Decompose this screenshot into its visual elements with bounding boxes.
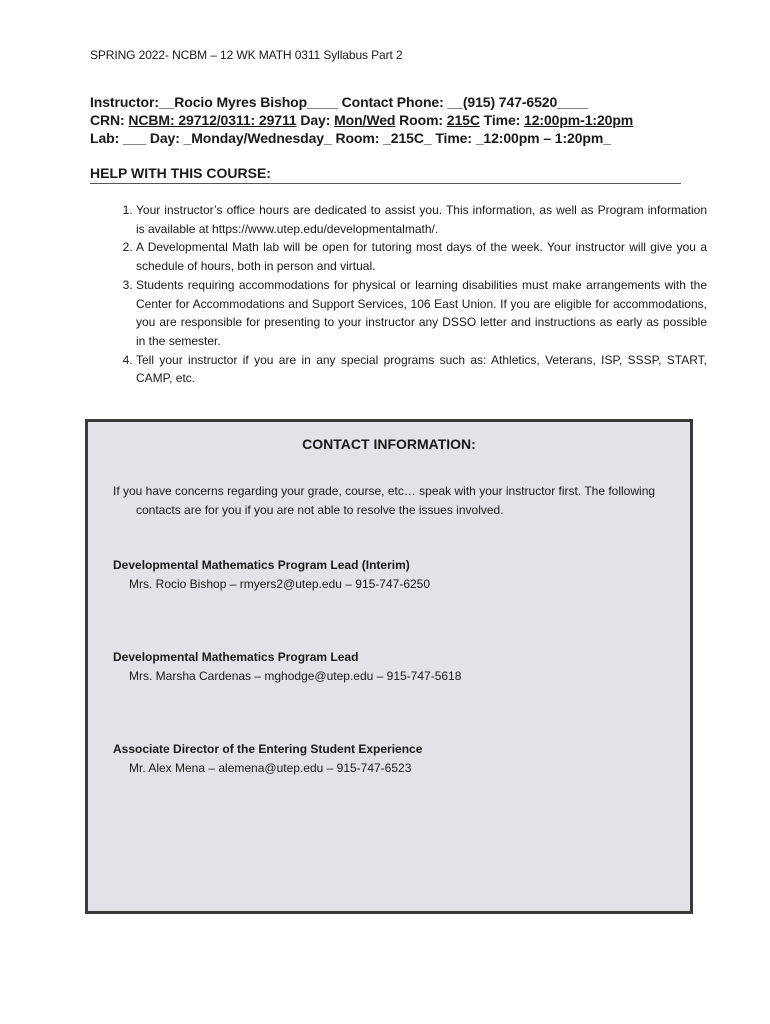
contact-details: Mrs. Rocio Bishop – rmyers2@utep.edu – 915-747-6250 — [129, 577, 431, 591]
contact-details: Mrs. Marsha Cardenas – mghodge@utep.edu – 915-747-5618 — [129, 669, 462, 683]
lab-room-value: _215C_ — [383, 130, 432, 146]
contact-info-box — [85, 419, 693, 914]
contact-entry — [113, 648, 678, 686]
help-list-item: 3. Students requiring accommodations for physical or learning disabilities must make arrangements with the Center for Accommodations and Support Services, 106 East Union. If you are eligible for accommodations, you are responsible for presenting to your instructor any DSSO letter and instructions as early as possible in the semester. — [136, 276, 707, 351]
lab-day-value: _Monday/Wednesday_ — [183, 130, 332, 146]
contact-box-title: CONTACT INFORMATION: — [302, 436, 476, 452]
help-list-item: 2. A Developmental Math lab will be open for tutoring most days of the week. Your instructor will give you a schedule of hours, both in person and virtual. — [136, 238, 707, 275]
contact-entry — [113, 556, 678, 594]
course-info-block — [90, 93, 690, 147]
room-value: 215C — [446, 112, 480, 128]
lab-room-label: Room: — [335, 130, 380, 146]
instructor-value: __Rocio Myres Bishop____ — [158, 94, 338, 110]
contact-details: Mr. Alex Mena – alemena@utep.edu – 915-747-6523 — [129, 761, 412, 775]
lab-day-label: Day: — [149, 130, 180, 146]
lab-value: ___ — [122, 130, 147, 146]
lab-label: Lab: — [90, 130, 120, 146]
document-header: SPRING 2022- NCBM – 12 WK MATH 0311 Syllabus Part 2 — [90, 48, 403, 62]
crn-label: CRN: — [90, 112, 125, 128]
contact-intro-text: If you have concerns regarding your grade, course, etc… speak with your instructor first. The following contacts are for you if you are not able to resolve the issues involved. — [113, 484, 656, 517]
phone-value: __(915) 747-6520____ — [447, 94, 588, 110]
day-label: Day: — [300, 112, 331, 128]
day-value: Mon/Wed — [334, 112, 396, 128]
room-label: Room: — [399, 112, 443, 128]
phone-label: Contact Phone: — [341, 94, 444, 110]
contact-role: Developmental Mathematics Program Lead (Interim) — [113, 558, 410, 572]
crn-value: NCBM: 29712/0311: 29711 — [128, 112, 297, 128]
help-list — [110, 201, 707, 388]
lab-line — [90, 129, 690, 147]
help-list-item: 4. Tell your instructor if you are in any special programs such as: Athletics, Veterans, ISP, SSSP, START, CAMP, etc. — [136, 351, 707, 388]
help-section-heading: HELP WITH THIS COURSE: — [90, 165, 681, 184]
contact-role: Developmental Mathematics Program Lead — [113, 650, 359, 664]
time-label: Time: — [483, 112, 521, 128]
contact-role: Associate Director of the Entering Student Experience — [113, 742, 423, 756]
instructor-line — [90, 93, 690, 111]
contact-entry — [113, 740, 678, 778]
instructor-label: Instructor: — [90, 94, 159, 110]
time-value: 12:00pm-1:20pm — [524, 112, 634, 128]
lab-time-value: _12:00pm – 1:20pm_ — [475, 130, 611, 146]
help-list-item: 1. Your instructor’s office hours are dedicated to assist you. This information, as well as Program information is available at https://www.utep.edu/developmentalmath/. — [136, 201, 707, 238]
lab-time-label: Time: — [435, 130, 472, 146]
crn-line — [90, 111, 690, 129]
